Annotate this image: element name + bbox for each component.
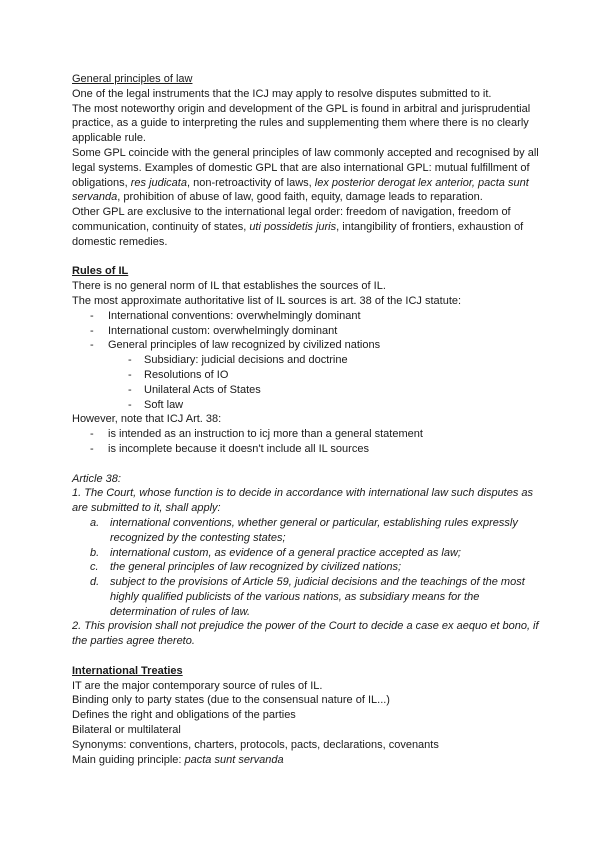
treaties-line: Binding only to party states (due to the consensual nature of IL...) [72, 694, 390, 707]
gpl-heading: General principles of law [72, 73, 193, 85]
list-item: - is intended as an instruction to icj more than a general statement [72, 427, 542, 442]
uti-possidetis-term: uti possidetis juris [249, 220, 337, 233]
treaties-line: Synonyms: conventions, charters, protocols, pacts, declarations, covenants [72, 738, 439, 751]
list-item: - Soft law [72, 398, 542, 413]
treaties-heading: International Treaties [72, 664, 183, 677]
article-items-list [72, 516, 542, 620]
lex-posterior-term: lex posterior derogat lex anterior, pacta sunt servanda [72, 176, 529, 204]
sources-list [72, 309, 542, 353]
gpl-paragraph-2: The most noteworthy origin and development of the GPL is found in arbitral and jurisprudential practice, as a guide to interpreting the rules and supplementing them where there is no clearly applicable rule. [72, 102, 531, 145]
rules-paragraph-2: The most approximate authoritative list of IL sources is art. 38 of the ICJ statute: [72, 294, 462, 307]
article-paragraph-2: 2. This provision shall not prejudice the power of the Court to decide a case ex aequo et bono, if the parties agree thereto. [72, 620, 539, 648]
list-item: - Subsidiary: judicial decisions and doctrine [72, 353, 542, 368]
gpl-paragraph-1: One of the legal instruments that the ICJ may apply to resolve disputes submitted to it. [72, 87, 492, 100]
treaties-line: IT are the major contemporary source of rules of IL. [72, 679, 323, 692]
pacta-sunt-servanda-term: pacta sunt servanda [184, 753, 284, 766]
art38-notes-list [72, 427, 542, 457]
list-item: c. the general principles of law recognized by civilized nations; [90, 561, 402, 574]
list-item: - Resolutions of IO [72, 368, 542, 383]
gpl-paragraph-4: Other GPL are exclusive to the international legal order: freedom of navigation, freedom of communication, continuity of states, uti possidetis juris, intangibility of frontiers, exhaustion of domestic remedies. [72, 206, 524, 248]
list-item: b. international custom, as evidence of a general practice accepted as law; [90, 546, 461, 559]
treaties-line: Bilateral or multilateral [72, 724, 181, 737]
list-item: d. subject to the provisions of Article 59, judicial decisions and the teachings of the most highly qualified publicists of the various nations, as subsidiary means for the determination of rules of law. [90, 576, 525, 618]
gpl-paragraph-3: Some GPL coincide with the general principles of law commonly accepted and recognised by all legal systems. Examples of domestic GPL that are also international GPL: mutual fulfillment of obligations, res judicata, non-retroactivity of laws, lex posterior derogat lex anterior, pacta sunt servanda, prohibition of abuse of law, good faith, equity, damage leads to reparation. [72, 146, 539, 204]
guiding-principle-line: Main guiding principle: pacta sunt servanda [72, 753, 284, 766]
however-line: However, note that ICJ Art. 38: [72, 413, 222, 426]
treaties-line: Defines the right and obligations of the parties [72, 709, 296, 722]
res-judicata-term: res judicata [130, 176, 187, 189]
list-item: - is incomplete because it doesn't include all IL sources [72, 442, 542, 457]
rules-heading: Rules of IL [72, 265, 129, 278]
document-page [72, 72, 542, 767]
article-title: Article 38: [72, 472, 121, 485]
list-item: - General principles of law recognized by civilized nations [72, 338, 542, 353]
list-item: a. international conventions, whether general or particular, establishing rules expressly recognized by the contesting states; [90, 516, 518, 544]
subsidiary-sources-list [72, 353, 542, 412]
list-item: - Unilateral Acts of States [72, 383, 542, 398]
article-paragraph-1: 1. The Court, whose function is to decide in accordance with international law such disputes as are submitted to it, shall apply: [72, 487, 534, 515]
rules-paragraph-1: There is no general norm of IL that establishes the sources of IL. [72, 280, 386, 293]
list-item: - International custom: overwhelmingly dominant [72, 324, 542, 339]
list-item: - International conventions: overwhelmingly dominant [72, 309, 542, 324]
